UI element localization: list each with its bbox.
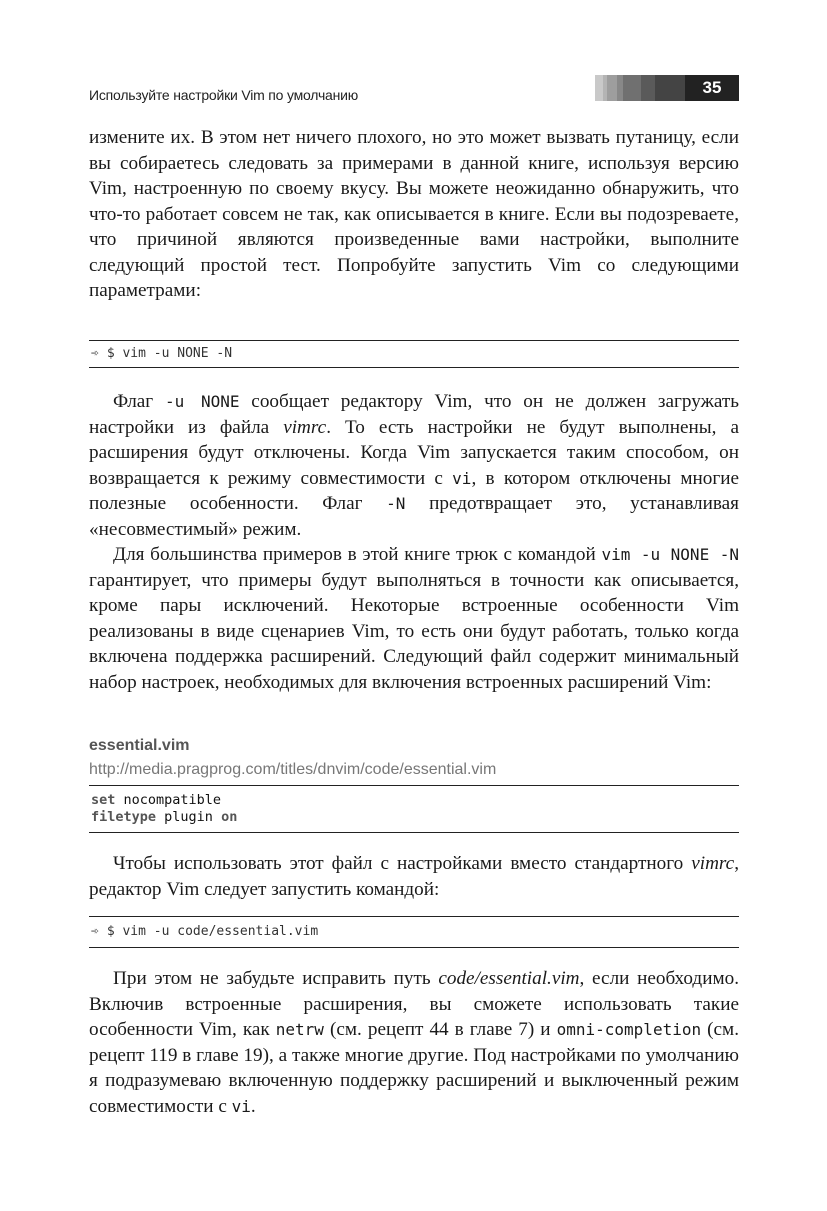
decor-bar bbox=[623, 75, 641, 101]
text-run: Флаг bbox=[113, 391, 165, 412]
text-run: . То есть настройки не будут выполнены, а расширения будут отключены. Когда Vim запускается таким способом, он возвращается к режиму совместимости с bbox=[89, 416, 739, 489]
decor-bar bbox=[655, 75, 685, 101]
code-text: plugin bbox=[156, 809, 222, 825]
paragraph-2 bbox=[89, 389, 739, 695]
inline-code: -u NONE bbox=[165, 392, 240, 411]
code-listing bbox=[89, 785, 739, 833]
command-text: $ vim -u code/essential.vim bbox=[106, 924, 319, 939]
command-text: $ vim -u NONE -N bbox=[106, 346, 233, 361]
code-keyword: on bbox=[221, 809, 238, 825]
decor-bar bbox=[607, 75, 617, 101]
inline-code: vi bbox=[452, 468, 472, 488]
italic-filename: code/essential.vim bbox=[438, 968, 580, 989]
code-line bbox=[91, 809, 739, 826]
command-block-2 bbox=[89, 916, 739, 948]
code-line bbox=[91, 792, 739, 809]
header-decor-bars bbox=[595, 75, 685, 101]
code-keyword: filetype bbox=[91, 809, 157, 825]
prompt-arrow-icon: ➾ bbox=[91, 346, 99, 361]
inline-code: vi bbox=[231, 1096, 251, 1116]
inline-code: -N bbox=[386, 494, 406, 513]
italic-filename: vimrc bbox=[691, 853, 735, 874]
decor-bar bbox=[595, 75, 603, 101]
text-run: При этом не забудьте исправить путь bbox=[113, 968, 439, 989]
code-listing-url[interactable]: http://media.pragprog.com/titles/dnvim/code/essential.vim bbox=[89, 761, 497, 778]
page-number: 35 bbox=[685, 75, 739, 101]
decor-bar bbox=[641, 75, 655, 101]
text-run: , редактор Vim следует запустить командой: bbox=[89, 853, 739, 900]
prompt-arrow-icon: ➾ bbox=[91, 924, 99, 939]
paragraph-1 bbox=[89, 125, 739, 304]
text-run: . bbox=[250, 1095, 256, 1117]
running-title: Используйте настройки Vim по умолчанию bbox=[89, 87, 359, 103]
text-run: , в котором отключены многие полезные особенности. Флаг bbox=[89, 467, 739, 514]
page-header bbox=[89, 72, 739, 102]
inline-code: netrw bbox=[275, 1020, 324, 1039]
code-listing-title: essential.vim bbox=[89, 737, 190, 754]
inline-code: omni-completion bbox=[556, 1020, 702, 1039]
code-keyword: set bbox=[91, 792, 116, 808]
inline-code: vim -u NONE -N bbox=[601, 545, 740, 564]
italic-filename: vimrc bbox=[283, 416, 327, 438]
text-run: сообщает редактору Vim, что он не должен загружать настройки из файла bbox=[89, 391, 739, 438]
text-run: гарантирует, что примеры будут выполняться в точности как описывается, кроме пары исключений. Некоторые встроенные особенности Vim реализованы в виде сценариев Vim, то есть они будут работать, только когда включена поддержка расширений. Следующий файл содержит минимальный набор настроек, необходимых для включения встроенных расширений Vim: bbox=[89, 569, 739, 693]
paragraph-text: измените их. В этом нет ничего плохого, но это может вызвать путаницу, если вы собираетесь следовать за примерами в данной книге, используя версию Vim, настроенную по своему вкусу. Вы можете неожиданно обнаружить, что что-то работает совсем не так, как описывается в книге. Если вы подозреваете, что причиной являются произведенные вами настройки, выполните следующий простой тест. Попробуйте запустить Vim со следующими параметрами: bbox=[89, 127, 739, 301]
paragraph-4 bbox=[89, 851, 739, 902]
text-run: Чтобы использовать этот файл с настройками вместо стандартного bbox=[113, 853, 692, 874]
text-run: Для большинства примеров в этой книге трюк с командой bbox=[113, 544, 602, 565]
paragraph-3 bbox=[89, 542, 739, 695]
text-run: , если необходимо. Включив встроенные расширения, вы сможете использовать такие особенности Vim, как bbox=[89, 968, 739, 1040]
code-text: nocompatible bbox=[115, 792, 222, 808]
text-run: (см. рецепт 119 в главе 19), а также многие другие. Под настройками по умолчанию я подразумеваю включенную поддержку расширений и выключенный режим совместимости с bbox=[89, 1019, 739, 1117]
text-run: (см. рецепт 44 в главе 7) и bbox=[323, 1019, 557, 1040]
command-block-1 bbox=[89, 340, 739, 368]
text-run: предотвращает это, устанавливая «несовместимый» режим. bbox=[89, 493, 739, 540]
paragraph-5 bbox=[89, 966, 739, 1119]
